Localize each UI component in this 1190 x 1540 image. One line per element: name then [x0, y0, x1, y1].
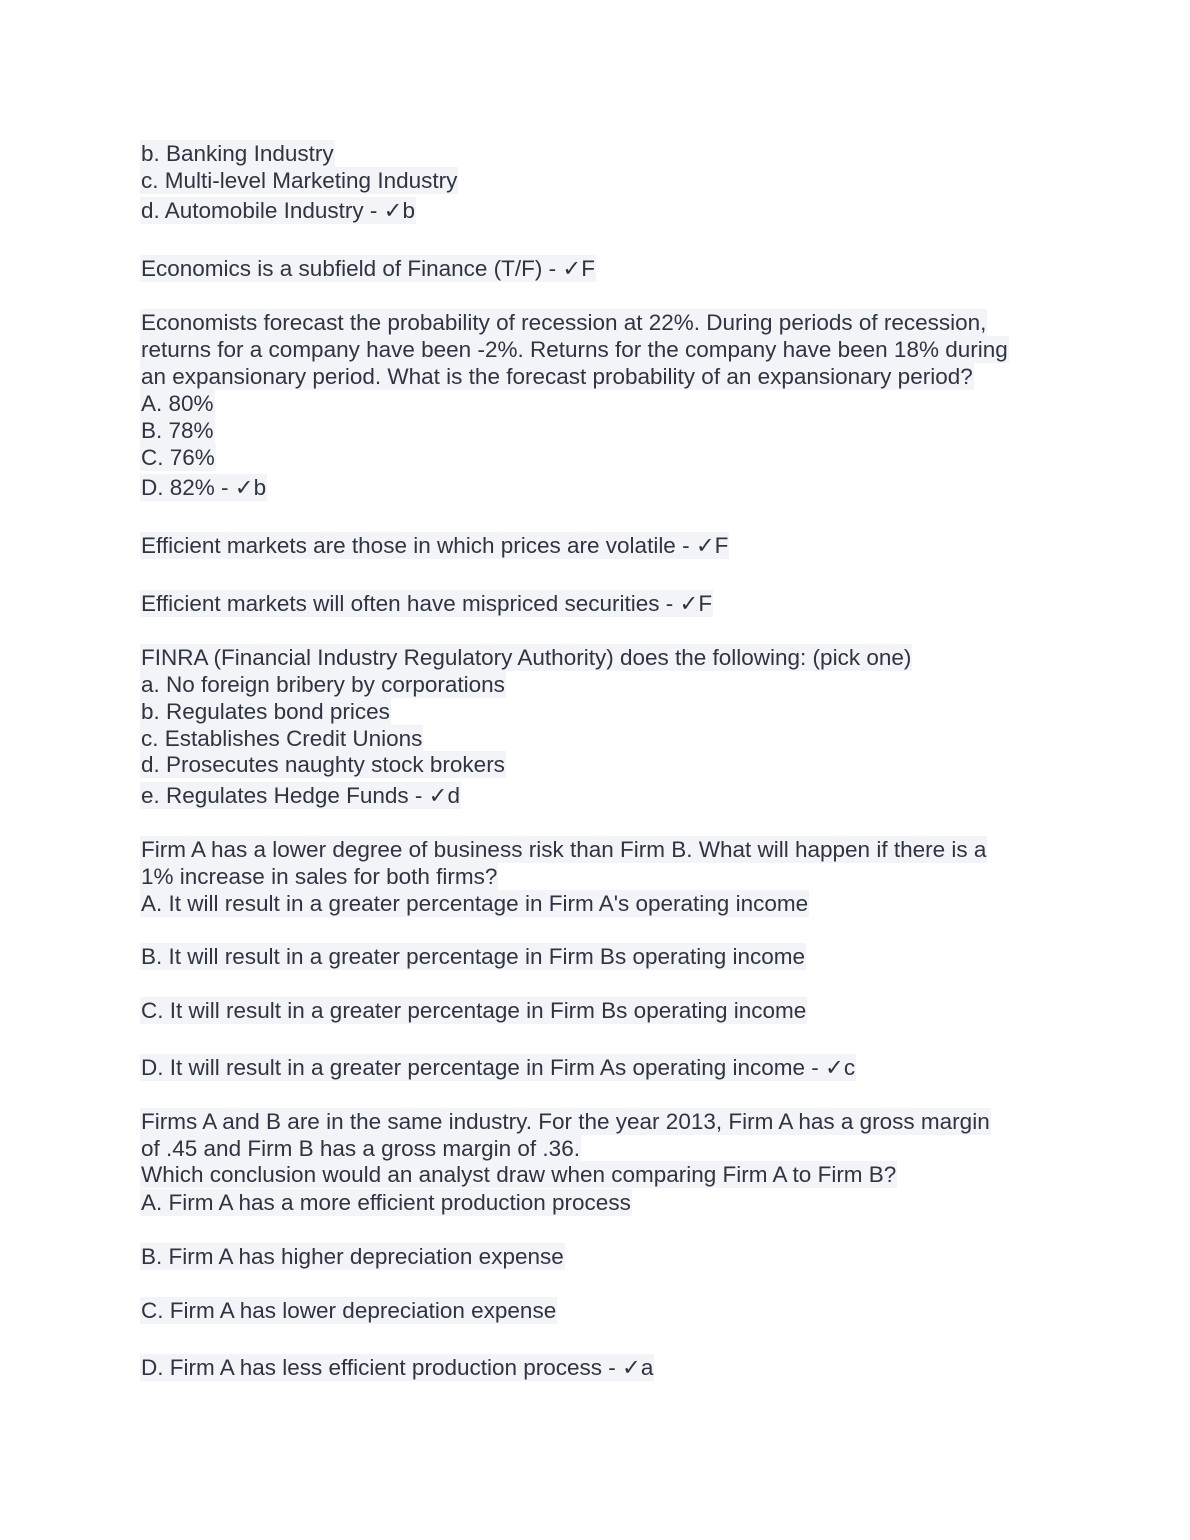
text-line: B. Firm A has higher depreciation expense — [141, 1244, 564, 1269]
text-line: d. Automobile Industry - ✓b — [141, 198, 415, 223]
text-line: B. It will result in a greater percentage in Firm Bs operating income — [141, 944, 806, 969]
text-line: FINRA (Financial Industry Regulatory Authority) does the following: (pick one) — [141, 645, 912, 670]
text-line: 1% increase in sales for both firms? — [141, 864, 498, 889]
text-line: B. 78% — [141, 418, 214, 443]
text-line: Efficient markets are those in which prices are volatile - ✓F — [141, 533, 729, 558]
text-line: Economics is a subfield of Finance (T/F) - ✓F — [141, 256, 595, 281]
text-line: Efficient markets will often have mispriced securities - ✓F — [141, 591, 713, 616]
text-line: Economists forecast the probability of recession at 22%. During periods of recession, — [141, 310, 987, 335]
text-line: D. It will result in a greater percentage in Firm As operating income - ✓c — [141, 1055, 856, 1080]
text-line: returns for a company have been -2%. Returns for the company have been 18% during — [141, 337, 1008, 362]
text-line: D. 82% - ✓b — [141, 475, 267, 500]
text-line: c. Establishes Credit Unions — [141, 726, 423, 751]
text-line: Firm A has a lower degree of business risk than Firm B. What will happen if there is a — [141, 837, 987, 862]
text-line: Which conclusion would an analyst draw when comparing Firm A to Firm B? — [141, 1162, 897, 1187]
text-line: Firms A and B are in the same industry. For the year 2013, Firm A has a gross margin — [141, 1109, 990, 1134]
text-line: C. 76% — [141, 445, 215, 470]
text-line: a. No foreign bribery by corporations — [141, 672, 505, 697]
text-line: A. Firm A has a more efficient production process — [141, 1190, 631, 1215]
text-line: e. Regulates Hedge Funds - ✓d — [141, 783, 461, 808]
text-line: C. Firm A has lower depreciation expense — [141, 1298, 557, 1323]
text-line: c. Multi-level Marketing Industry — [141, 168, 458, 193]
text-line: of .45 and Firm B has a gross margin of .36. — [141, 1136, 580, 1161]
text-line: A. It will result in a greater percentage in Firm A's operating income — [141, 891, 809, 916]
text-line: b. Regulates bond prices — [141, 699, 390, 724]
text-line: an expansionary period. What is the forecast probability of an expansionary period? — [141, 364, 973, 389]
text-line: D. Firm A has less efficient production process - ✓a — [141, 1355, 654, 1380]
text-line: d. Prosecutes naughty stock brokers — [141, 752, 505, 777]
text-line: b. Banking Industry — [141, 141, 334, 166]
text-line: A. 80% — [141, 391, 214, 416]
text-line: C. It will result in a greater percentage in Firm Bs operating income — [141, 998, 807, 1023]
